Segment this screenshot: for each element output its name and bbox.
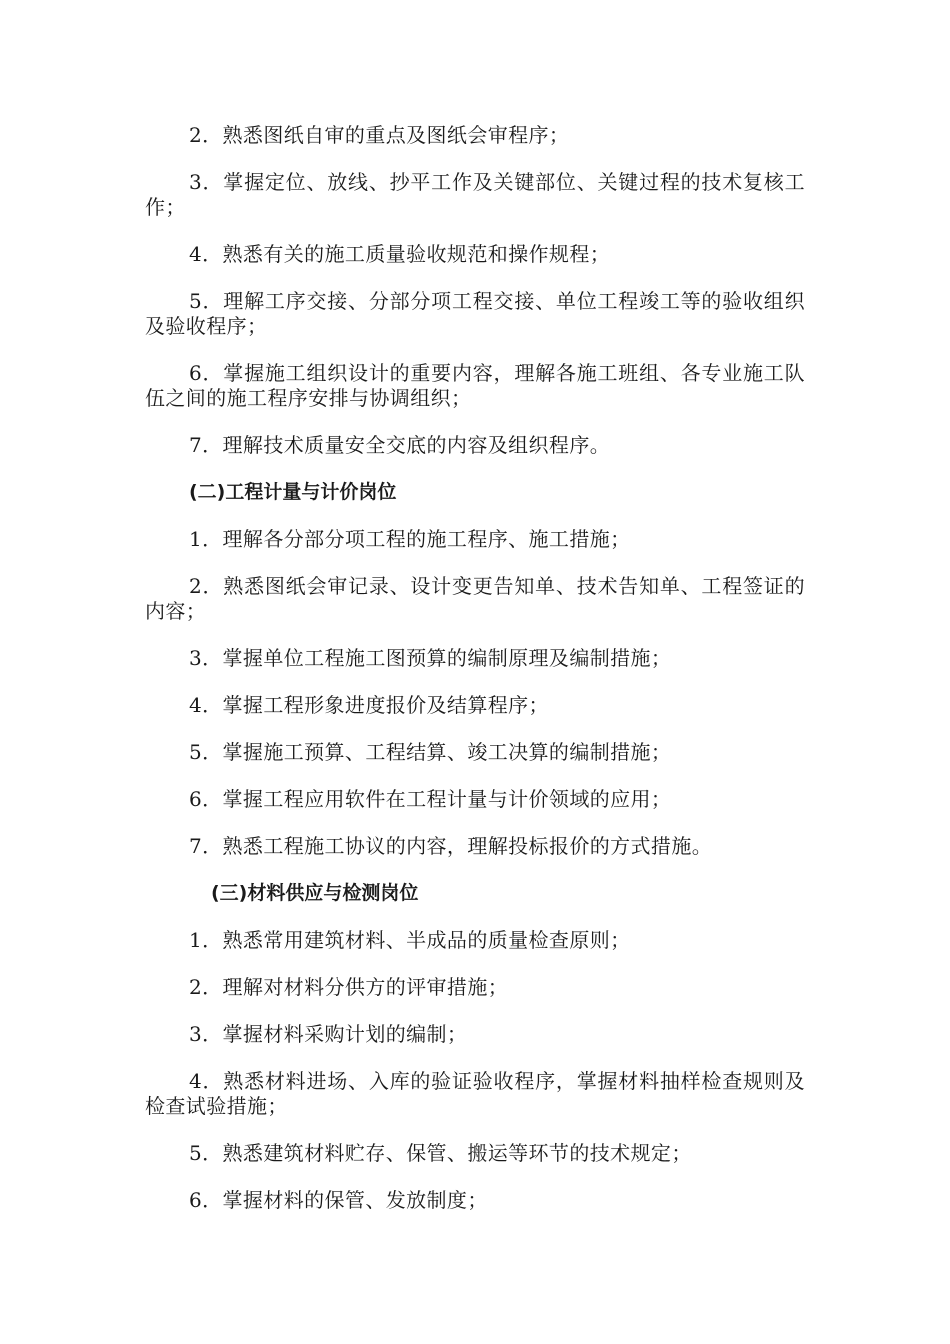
paragraph: 2．熟悉图纸自审的重点及图纸会审程序； [189, 123, 570, 147]
paragraph: 6．掌握工程应用软件在工程计量与计价领域的应用； [189, 787, 672, 811]
paragraph: 1．理解各分部分项工程的施工程序、施工措施； [189, 527, 631, 551]
section-heading-three: (三)材料供应与检测岗位 [211, 882, 419, 904]
paragraph: 5．掌握施工预算、工程结算、竣工决算的编制措施； [189, 740, 672, 764]
paragraph: 5．熟悉建筑材料贮存、保管、搬运等环节的技术规定； [189, 1141, 692, 1165]
section-heading-two: (二)工程计量与计价岗位 [189, 481, 397, 503]
paragraph: 6．掌握施工组织设计的重要内容，理解各施工班组、各专业施工队伍之间的施工程序安排与协调组织； [145, 361, 805, 410]
paragraph: 6．掌握材料的保管、发放制度； [189, 1188, 488, 1212]
paragraph: 3．掌握单位工程施工图预算的编制原理及编制措施； [189, 646, 672, 670]
document-body [145, 123, 805, 1235]
paragraph: 3．掌握材料采购计划的编制； [189, 1022, 468, 1046]
paragraph: 7．熟悉工程施工协议的内容，理解投标报价的方式措施。 [189, 834, 713, 858]
paragraph: 4．熟悉材料进场、入库的验证验收程序，掌握材料抽样检查规则及检查试验措施； [145, 1069, 805, 1118]
paragraph: 4．熟悉有关的施工质量验收规范和操作规程； [189, 242, 611, 266]
paragraph: 4．掌握工程形象进度报价及结算程序； [189, 693, 549, 717]
paragraph: 3．掌握定位、放线、抄平工作及关键部位、关键过程的技术复核工作； [145, 170, 805, 219]
paragraph: 1．熟悉常用建筑材料、半成品的质量检查原则； [189, 928, 631, 952]
paragraph: 2．熟悉图纸会审记录、设计变更告知单、技术告知单、工程签证的内容； [145, 574, 805, 623]
paragraph: 7．理解技术质量安全交底的内容及组织程序。 [189, 433, 611, 457]
paragraph: 2．理解对材料分供方的评审措施； [189, 975, 509, 999]
paragraph: 5．理解工序交接、分部分项工程交接、单位工程竣工等的验收组织及验收程序； [145, 289, 805, 338]
